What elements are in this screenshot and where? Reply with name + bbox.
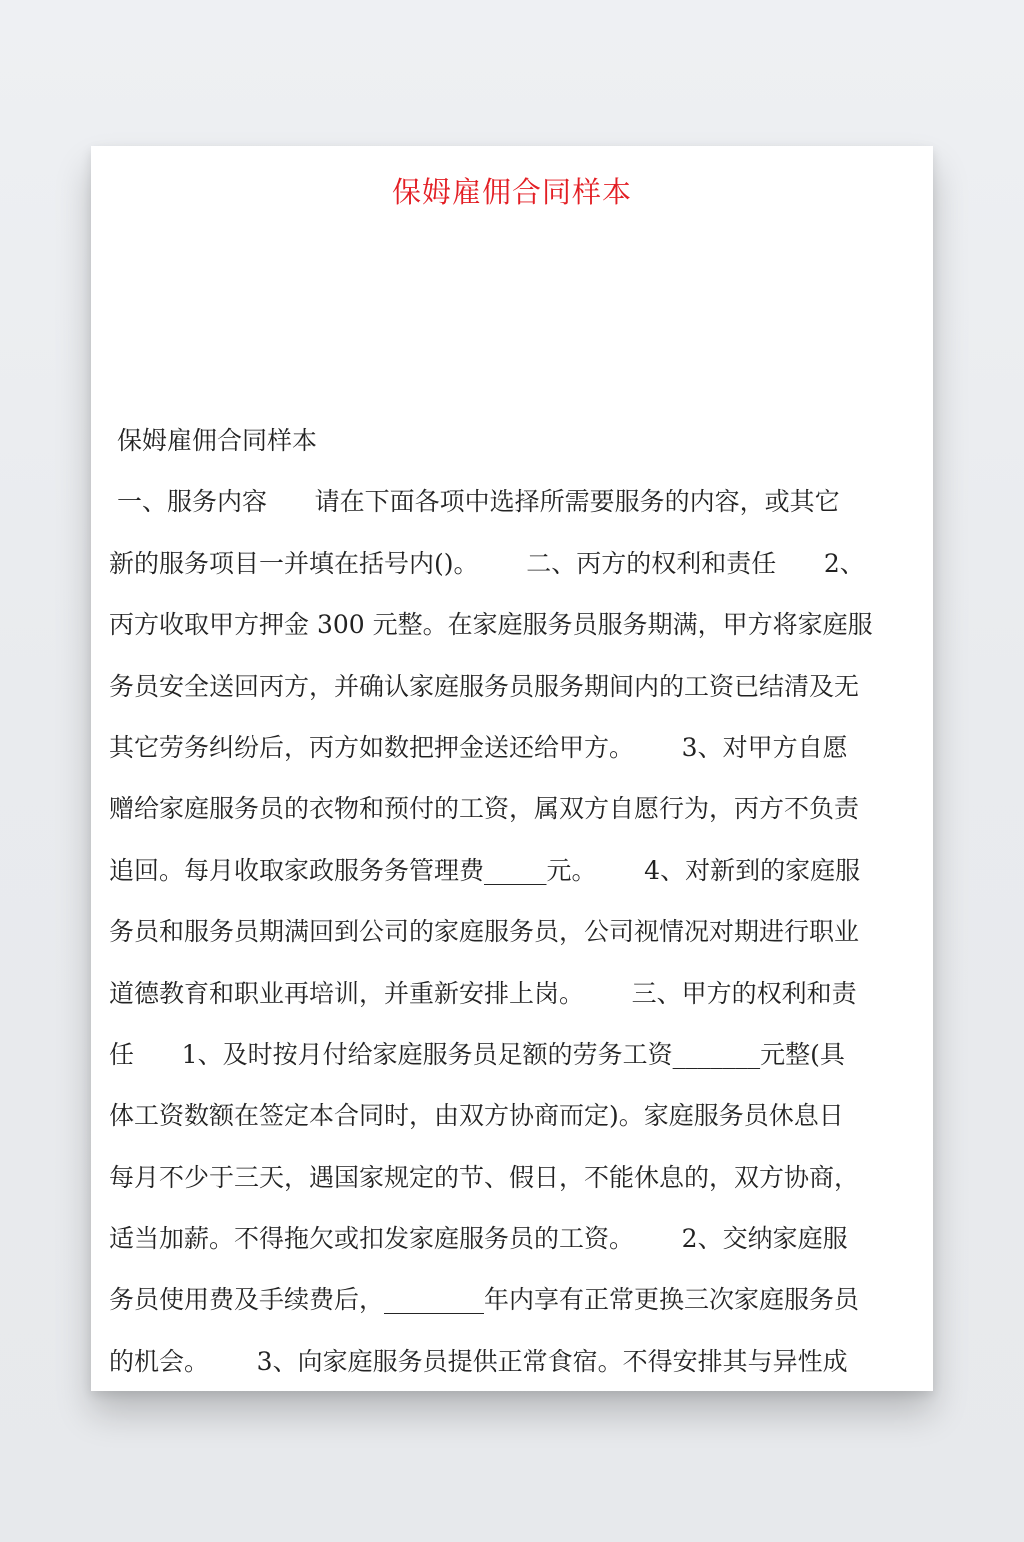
text-line: 道德教育和职业再培训，并重新安排上岗。 三、甲方的权利和责 bbox=[109, 978, 857, 1008]
text-line: 丙方收取甲方押金 300 元整。在家庭服务员服务期满，甲方将家庭服 bbox=[109, 610, 873, 640]
text-line: 任 1、及时按月付给家庭服务员足额的劳务工资_______元整(具 bbox=[109, 1039, 845, 1069]
text-line: 每月不少于三天，遇国家规定的节、假日，不能休息的，双方协商， bbox=[109, 1162, 860, 1192]
text-line: 务员安全送回丙方，并确认家庭服务员服务期间内的工资已结清及无 bbox=[109, 671, 860, 701]
text-line: 其它劳务纠纷后，丙方如数把押金送还给甲方。 3、对甲方自愿 bbox=[109, 732, 848, 762]
text-line: 务员使用费及手续费后，________年内享有正常更换三次家庭服务员 bbox=[109, 1285, 860, 1315]
text-line: 一、服务内容 请在下面各项中选择所需要服务的内容，或其它 bbox=[109, 487, 840, 517]
text-line: 新的服务项目一并填在括号内()。 二、丙方的权利和责任 2、 bbox=[109, 548, 865, 578]
text-line: 追回。每月收取家政服务务管理费_____元。 4、对新到的家庭服 bbox=[109, 855, 861, 885]
text-line: 务员和服务员期满回到公司的家庭服务员，公司视情况对期进行职业 bbox=[109, 917, 860, 947]
document-page bbox=[91, 146, 933, 1391]
text-line: 的机会。 3、向家庭服务员提供正常食宿。不得安排其与异性成 bbox=[109, 1346, 848, 1376]
text-line: 适当加薪。不得拖欠或扣发家庭服务员的工资。 2、交纳家庭服 bbox=[109, 1224, 848, 1254]
document-title: 保姆雇佣合同样本 bbox=[391, 175, 632, 209]
text-line: 赠给家庭服务员的衣物和预付的工资，属双方自愿行为，丙方不负责 bbox=[109, 794, 860, 824]
document-body bbox=[109, 410, 917, 1391]
text-line: 保姆雇佣合同样本 bbox=[109, 426, 317, 455]
text-line: 体工资数额在签定本合同时，由双方协商而定)。家庭服务员休息日 bbox=[109, 1101, 844, 1131]
